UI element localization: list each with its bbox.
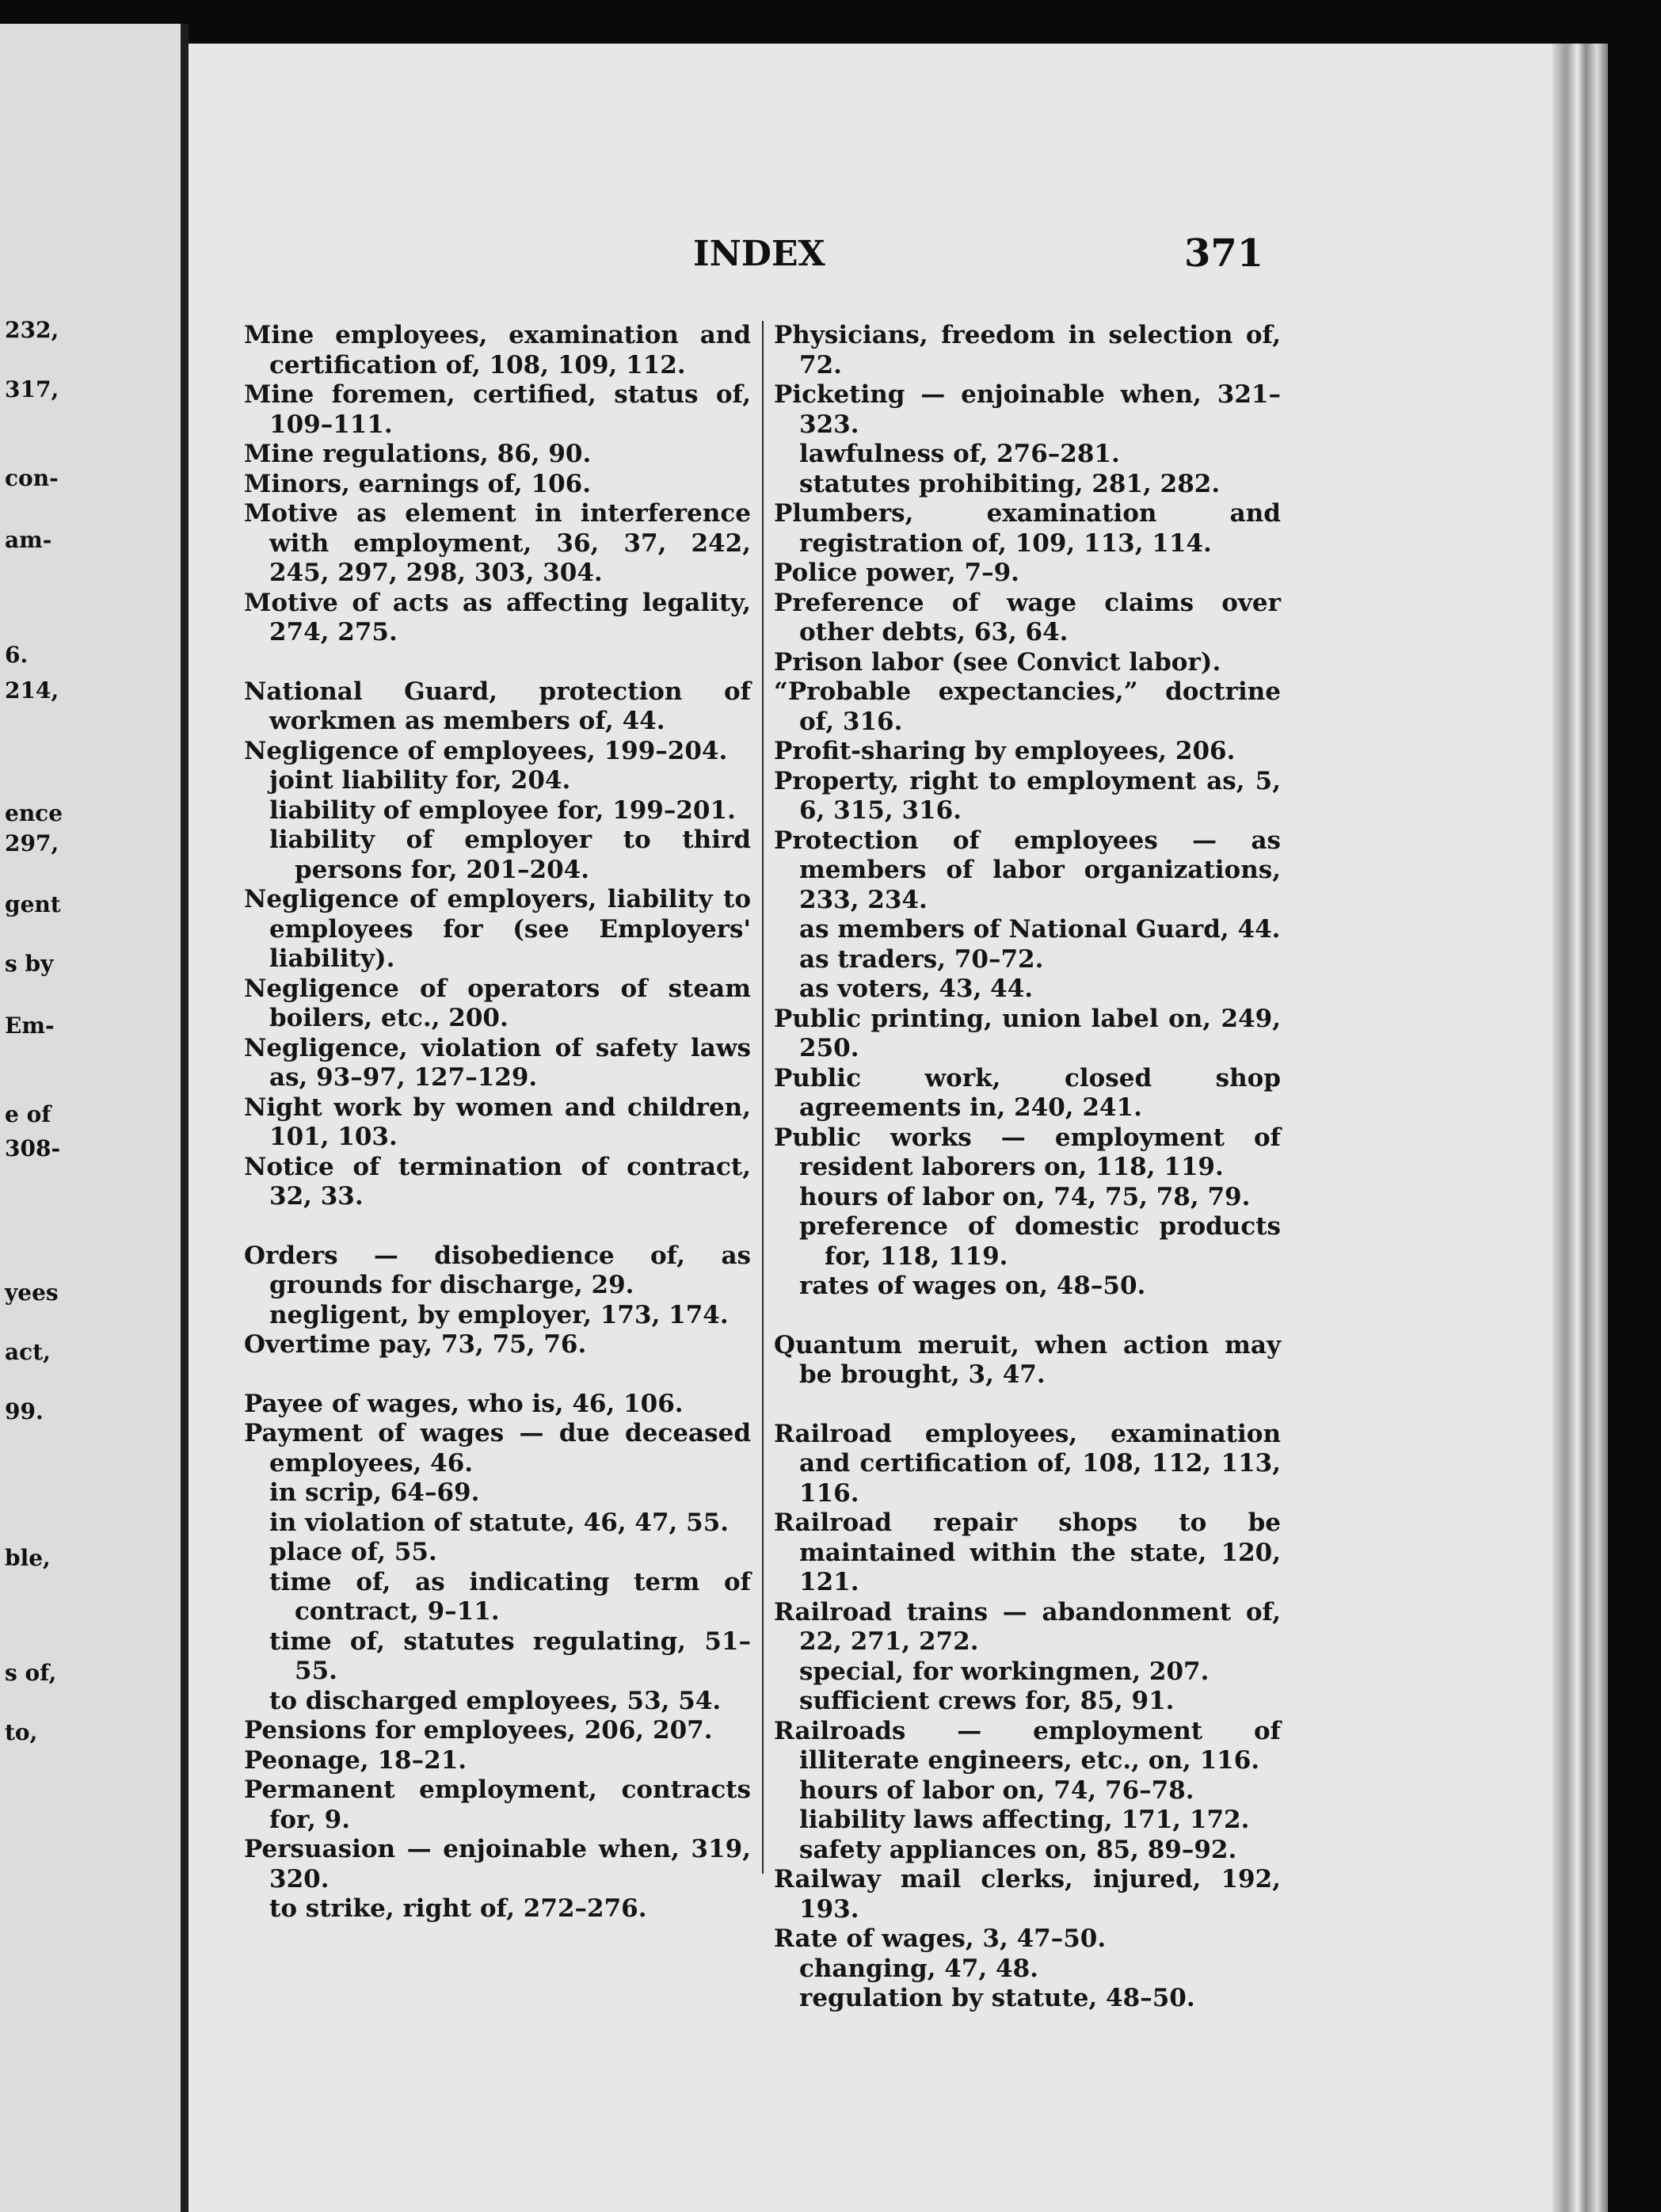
index-entry: Railroad repair shops to be maintained within the state, 120, 121. bbox=[774, 1508, 1281, 1596]
index-entry: Rate of wages, 3, 47–50. bbox=[774, 1924, 1107, 1953]
left-page-text-fragment: ble, bbox=[5, 1545, 51, 1571]
index-subentry: hours of labor on, 74, 75, 78, 79. bbox=[799, 1182, 1251, 1211]
index-subentry: time of, as indicating term of contract, 9–11. bbox=[269, 1567, 751, 1626]
section-gap bbox=[774, 1390, 1281, 1420]
index-subentry: special, for workingmen, 207. bbox=[799, 1657, 1210, 1686]
left-page-text-fragment: yees bbox=[5, 1280, 59, 1306]
index-entry: “Probable expectancies,” doctrine of, 316. bbox=[774, 677, 1281, 736]
index-subentry: sufficient crews for, 85, 91. bbox=[799, 1687, 1175, 1715]
index-entry: Public work, closed shop agreements in, 240, 241. bbox=[774, 1063, 1281, 1122]
index-entry: Mine employees, examination and certification of, 108, 109, 112. bbox=[244, 321, 751, 379]
index-entry: Prison labor (see Convict labor). bbox=[774, 647, 1221, 677]
running-header: INDEX bbox=[693, 234, 825, 274]
index-entry: Motive of acts as affecting legality, 274, 275. bbox=[244, 588, 751, 646]
page-number: 371 bbox=[1184, 231, 1264, 276]
index-entry: Railroads — employment of illiterate engineers, etc., on, 116. bbox=[774, 1716, 1281, 1775]
section-gap bbox=[244, 648, 751, 677]
column-divider bbox=[762, 321, 764, 1874]
index-entry: Mine regulations, 86, 90. bbox=[244, 440, 592, 468]
left-page-text-fragment: e of bbox=[5, 1101, 51, 1127]
page-edge-right bbox=[1552, 44, 1608, 2212]
left-page-text-fragment: am- bbox=[5, 527, 52, 553]
left-page-text-fragment: to, bbox=[5, 1719, 38, 1745]
index-subentry: hours of labor on, 74, 76–78. bbox=[799, 1775, 1194, 1805]
index-subentry: place of, 55. bbox=[269, 1538, 437, 1566]
index-entry: Picketing — enjoinable when, 321–323. bbox=[774, 380, 1281, 439]
index-subentry: to strike, right of, 272–276. bbox=[269, 1894, 647, 1923]
section-gap bbox=[244, 1212, 751, 1241]
index-entry: Peonage, 18–21. bbox=[244, 1745, 467, 1775]
left-page-text-fragment: gent bbox=[5, 891, 61, 917]
left-page-text-fragment: s by bbox=[5, 951, 54, 977]
left-page-text-fragment: 6. bbox=[5, 642, 29, 668]
index-subentry: liability laws affecting, 171, 172. bbox=[799, 1806, 1250, 1834]
left-page-text-fragment: 214, bbox=[5, 677, 59, 704]
index-subentry: as members of National Guard, 44. bbox=[799, 915, 1281, 944]
left-page-text-fragment: 99. bbox=[5, 1398, 44, 1424]
book-gutter bbox=[181, 24, 189, 2212]
index-subentry: liability of employer to third persons for, 201–204. bbox=[269, 826, 751, 884]
index-subentry: in violation of statute, 46, 47, 55. bbox=[269, 1508, 730, 1537]
index-subentry: as traders, 70–72. bbox=[799, 944, 1044, 974]
index-entry: Public printing, union label on, 249, 250. bbox=[774, 1004, 1281, 1062]
left-page-text-fragment: 232, bbox=[5, 317, 59, 343]
index-entry: Police power, 7–9. bbox=[774, 559, 1019, 587]
index-entry: Physicians, freedom in selection of, 72. bbox=[774, 321, 1281, 379]
index-entry: Railway mail clerks, injured, 192, 193. bbox=[774, 1865, 1281, 1924]
left-page-edge bbox=[0, 24, 181, 2212]
section-gap bbox=[774, 1302, 1281, 1331]
index-subentry: in scrip, 64–69. bbox=[269, 1478, 480, 1507]
index-entry: Permanent employment, contracts for, 9. bbox=[244, 1775, 751, 1834]
left-page-text-fragment: 317, bbox=[5, 376, 59, 402]
index-subentry: safety appliances on, 85, 89–92. bbox=[799, 1835, 1237, 1864]
left-page-text-fragment: con- bbox=[5, 465, 59, 491]
index-entry: Mine foremen, certified, status of, 109–111. bbox=[244, 380, 751, 439]
index-subentry: changing, 47, 48. bbox=[799, 1954, 1038, 1983]
index-subentry: regulation by statute, 48–50. bbox=[799, 1984, 1195, 2012]
index-entry: Railroad trains — abandonment of, 22, 271, 272. bbox=[774, 1597, 1281, 1656]
index-subentry: preference of domestic products for, 118, 119. bbox=[799, 1212, 1281, 1271]
index-subentry: statutes prohibiting, 281, 282. bbox=[799, 469, 1221, 498]
index-entry: Payment of wages — due deceased employees, 46. bbox=[244, 1419, 751, 1478]
index-entry: Notice of termination of contract, 32, 33. bbox=[244, 1152, 751, 1211]
left-page-text-fragment: act, bbox=[5, 1339, 51, 1365]
section-gap bbox=[244, 1360, 751, 1390]
index-subentry: lawfulness of, 276–281. bbox=[799, 440, 1120, 468]
left-page-text-fragment: 308- bbox=[5, 1135, 61, 1161]
index-entry: Negligence, violation of safety laws as, 93–97, 127–129. bbox=[244, 1033, 751, 1092]
index-entry: Motive as element in interference with employment, 36, 37, 242, 245, 297, 298, 303, 304. bbox=[244, 499, 751, 587]
left-page-text-fragment: Em- bbox=[5, 1013, 55, 1039]
index-subentry: to discharged employees, 53, 54. bbox=[269, 1686, 722, 1715]
index-entry: Persuasion — enjoinable when, 319, 320. bbox=[244, 1835, 751, 1894]
index-entry: Property, right to employment as, 5, 6, 315, 316. bbox=[774, 766, 1281, 825]
index-entry: Negligence of employees, 199–204. bbox=[244, 736, 728, 765]
index-entry: Overtime pay, 73, 75, 76. bbox=[244, 1330, 587, 1359]
index-entry: Negligence of operators of steam boilers, etc., 200. bbox=[244, 974, 751, 1032]
left-page-text-fragment: 297, bbox=[5, 830, 59, 856]
index-subentry: joint liability for, 204. bbox=[269, 766, 571, 795]
index-entry: Night work by women and children, 101, 103. bbox=[244, 1093, 751, 1151]
index-entry: Preference of wage claims over other debts, 63, 64. bbox=[774, 588, 1281, 646]
index-subentry: liability of employee for, 199–201. bbox=[269, 795, 736, 825]
index-subentry: negligent, by employer, 173, 174. bbox=[269, 1300, 729, 1329]
left-page-text-fragment: ence bbox=[5, 800, 63, 826]
index-subentry: time of, statutes regulating, 51–55. bbox=[269, 1627, 751, 1685]
index-entry: Railroad employees, examination and certification of, 108, 112, 113, 116. bbox=[774, 1419, 1281, 1508]
index-entry: National Guard, protection of workmen as members of, 44. bbox=[244, 677, 751, 735]
index-column-right bbox=[774, 321, 1281, 2014]
index-entry: Plumbers, examination and registration of, 109, 113, 114. bbox=[774, 499, 1281, 558]
index-entry: Payee of wages, who is, 46, 106. bbox=[244, 1389, 684, 1418]
index-subentry: as voters, 43, 44. bbox=[799, 974, 1034, 1003]
index-subentry: rates of wages on, 48–50. bbox=[799, 1272, 1146, 1300]
index-entry: Profit-sharing by employees, 206. bbox=[774, 737, 1236, 765]
index-entry: Quantum meruit, when action may be brought, 3, 47. bbox=[774, 1330, 1281, 1389]
index-entry: Minors, earnings of, 106. bbox=[244, 469, 592, 498]
index-entry: Orders — disobedience of, as grounds for discharge, 29. bbox=[244, 1241, 751, 1299]
index-entry: Negligence of employers, liability to employees for (see Employers' liability). bbox=[244, 885, 751, 973]
index-entry: Protection of employees — as members of labor organizations, 233, 234. bbox=[774, 826, 1281, 914]
index-entry: Public works — employment of resident laborers on, 118, 119. bbox=[774, 1123, 1281, 1181]
index-column-left bbox=[244, 321, 751, 1924]
index-entry: Pensions for employees, 206, 207. bbox=[244, 1716, 713, 1745]
left-page-text-fragment: s of, bbox=[5, 1660, 57, 1686]
